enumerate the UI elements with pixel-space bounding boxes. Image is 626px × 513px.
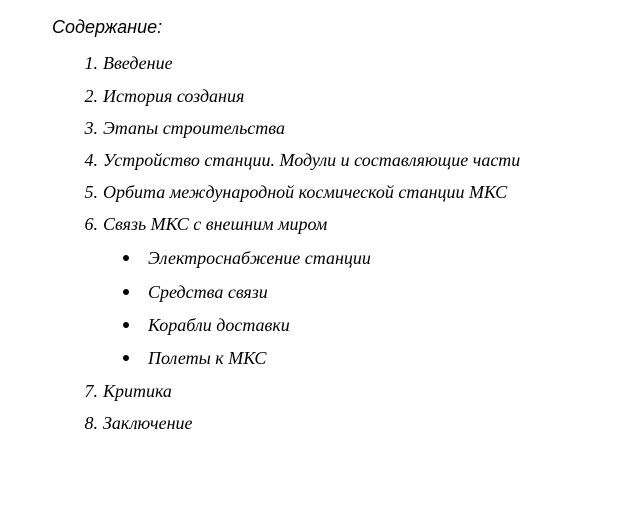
toc-item-number: 7. (84, 381, 98, 401)
toc-item-number: 2. (84, 86, 98, 106)
bullet-icon (123, 355, 129, 361)
toc-item-title: Введение (103, 53, 173, 73)
toc-item-title: Заключение (103, 413, 193, 433)
toc-item-number: 8. (84, 413, 98, 433)
toc-subitem-title: Средства связи (148, 282, 268, 302)
toc-subitem-title: Электроснабжение станции (148, 248, 371, 268)
toc-item-number: 4. (84, 150, 98, 170)
toc-item-title: Орбита международной космической станции МКС (103, 182, 508, 202)
bullet-icon (123, 322, 129, 328)
toc-item-title: Этапы строительства (103, 118, 285, 138)
bullet-icon (123, 255, 129, 261)
toc-heading: Содержание: (52, 17, 163, 37)
toc-item-title: Устройство станции. Модули и составляющие части (103, 150, 521, 170)
toc-item-title: Критика (103, 381, 172, 401)
toc-subitem-title: Полеты к МКС (148, 348, 267, 368)
toc-item-number: 1. (84, 53, 98, 73)
toc-item-number: 5. (84, 182, 98, 202)
bullet-icon (123, 289, 129, 295)
toc-item-title: История создания (103, 86, 245, 106)
toc-item-title: Связь МКС с внешним миром (103, 214, 328, 234)
toc-item-number: 3. (84, 118, 98, 138)
toc-item-number: 6. (84, 214, 98, 234)
toc-subitem-title: Корабли доставки (148, 315, 290, 335)
